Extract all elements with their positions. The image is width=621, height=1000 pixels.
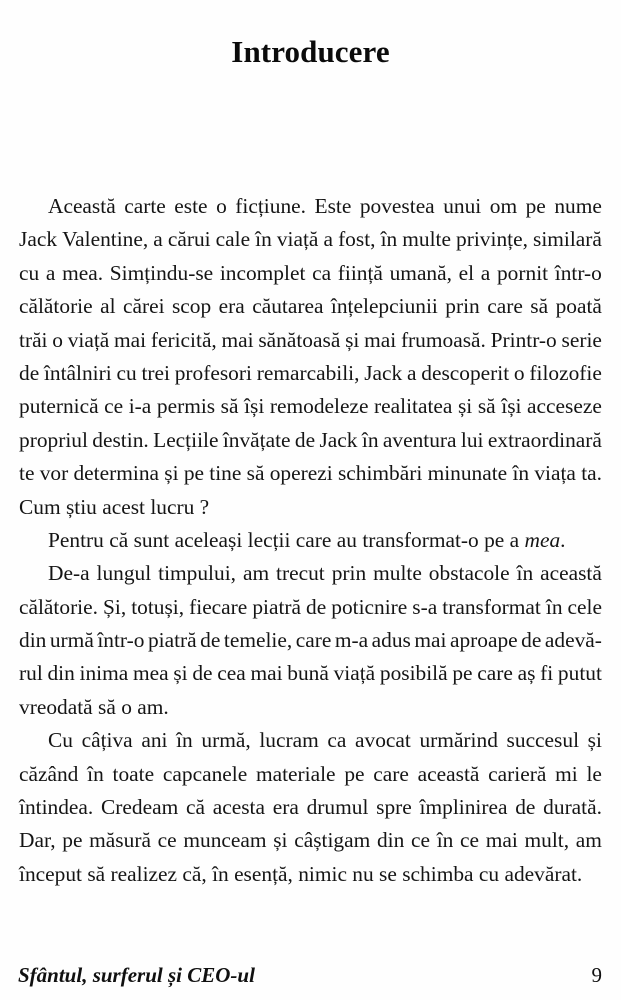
word: a: [480, 260, 491, 285]
text-line: [19, 457, 602, 490]
word: că: [109, 527, 129, 552]
word: cu: [116, 360, 137, 385]
word: în: [436, 828, 454, 853]
word: se: [379, 861, 397, 886]
word: temelie,: [223, 628, 293, 653]
word: să: [98, 694, 116, 719]
word: vor: [39, 461, 69, 486]
word: carte: [124, 194, 166, 218]
paragraph: [19, 190, 602, 524]
word: lecții: [247, 527, 291, 552]
word: întâlniri: [43, 360, 112, 385]
word: de: [521, 628, 542, 653]
word: împlinirea: [419, 795, 508, 820]
word: transformat: [442, 594, 541, 619]
word: să: [530, 294, 549, 319]
word: om: [489, 194, 518, 218]
word: o: [121, 694, 132, 719]
word: esență,: [234, 861, 293, 886]
word: să: [220, 394, 239, 419]
word: remodeleze: [269, 394, 369, 419]
text-line: [19, 257, 602, 290]
word: nimic: [298, 861, 347, 886]
word: Cu: [48, 728, 73, 753]
word: ce: [410, 828, 430, 853]
word: din: [47, 661, 75, 686]
word: nu: [352, 861, 374, 886]
text-line: [19, 390, 602, 423]
word: a: [406, 360, 417, 385]
word: era: [272, 795, 299, 820]
footer-book-title: Sfântul, surferul și CEO-ul: [18, 963, 255, 987]
word: adevă-: [544, 628, 602, 653]
word: își: [501, 394, 522, 419]
word: rul: [19, 661, 43, 686]
word: transformat-o: [362, 527, 479, 552]
word: călătorie.: [19, 594, 98, 619]
word: călătorie: [19, 294, 93, 319]
text-line: [19, 691, 602, 724]
word: durată.: [543, 795, 602, 820]
word: Valentine,: [62, 227, 149, 252]
word: realizez: [110, 861, 177, 886]
word: scop: [171, 294, 212, 319]
word: carieră: [488, 761, 547, 786]
word: destin.: [92, 427, 149, 452]
word: urmărind: [419, 728, 498, 753]
word: am: [575, 828, 602, 853]
word: ca: [327, 728, 347, 753]
word: determina: [73, 461, 160, 486]
word: este: [174, 194, 208, 218]
text-line: [19, 791, 602, 824]
word: din: [19, 628, 47, 653]
word: în: [545, 594, 563, 619]
word: într-o: [97, 628, 145, 653]
word: trăi: [19, 327, 48, 352]
word: că: [185, 795, 205, 820]
word: serie: [561, 327, 602, 352]
word: viață: [333, 661, 376, 686]
word: acest: [102, 494, 145, 519]
word: adus: [371, 628, 411, 653]
word: în: [516, 561, 534, 586]
word: trecut: [276, 561, 325, 586]
word: propriul: [19, 427, 88, 452]
word: tine: [209, 461, 242, 486]
word: în: [87, 761, 104, 786]
word: inima: [79, 661, 129, 686]
word: multe: [402, 227, 451, 252]
word: descoperit: [421, 360, 510, 385]
word: mea.: [62, 260, 104, 285]
word: Credeam: [101, 795, 179, 820]
word: Și,: [103, 594, 127, 619]
word: aș: [517, 661, 536, 686]
word: mea: [132, 661, 169, 686]
word: care: [295, 527, 332, 552]
word: ce: [460, 828, 480, 853]
word: poticnire: [331, 594, 408, 619]
word: cu: [478, 861, 500, 886]
word: aventura: [382, 427, 457, 452]
word: Această: [48, 194, 116, 218]
word: o: [52, 327, 63, 352]
word: întindea.: [19, 795, 94, 820]
word: Lecțiile: [153, 427, 219, 452]
word: pe: [344, 761, 365, 786]
word: aproape: [449, 628, 518, 653]
text-line: [19, 858, 602, 891]
word: pe: [62, 828, 83, 853]
paragraph: [19, 524, 602, 557]
word: filozofie: [529, 360, 602, 385]
text-line: [19, 524, 602, 557]
text-line: [19, 557, 602, 590]
word: puternică: [19, 394, 99, 419]
word: în: [176, 728, 193, 753]
word: remarcabili,: [256, 360, 360, 385]
word: de: [294, 427, 316, 452]
word: viața: [534, 461, 576, 486]
word: cu: [19, 260, 40, 285]
word: le: [586, 761, 602, 786]
word: poată: [555, 294, 602, 319]
word: prin: [331, 561, 367, 586]
word: toate: [112, 761, 155, 786]
text-line: [19, 758, 602, 791]
word: ficțiune.: [235, 194, 306, 218]
word: piatră: [147, 628, 197, 653]
text-line: [19, 424, 602, 457]
word: am.: [137, 694, 169, 719]
text-line: [19, 324, 602, 357]
word: Printr-o: [490, 327, 557, 352]
word: de: [192, 661, 213, 686]
word: o: [513, 360, 525, 385]
word: își: [244, 394, 265, 419]
word: frumoasă.: [400, 327, 486, 352]
word: mai: [114, 327, 147, 352]
word: în: [512, 461, 530, 486]
word: era: [218, 294, 245, 319]
word: care: [373, 761, 409, 786]
word: ta.: [581, 461, 602, 486]
text-line: [19, 657, 602, 690]
word: i-a: [128, 394, 152, 419]
word: și: [345, 327, 360, 352]
word: lucram: [259, 728, 319, 753]
word: ca: [312, 260, 332, 285]
word: în: [255, 227, 272, 252]
word: acesta: [212, 795, 265, 820]
word: fiecare: [189, 594, 248, 619]
text-line: [19, 824, 602, 857]
word: cale: [215, 227, 251, 252]
word: bună: [287, 661, 329, 686]
word: mai: [364, 327, 397, 352]
word: de: [19, 360, 40, 385]
word: câștigam: [294, 828, 371, 853]
word: fi: [540, 661, 554, 686]
word: mai: [414, 628, 447, 653]
word: totuși,: [131, 594, 185, 619]
word: această: [540, 561, 602, 586]
word: trei: [141, 360, 170, 385]
word: ființă: [337, 260, 383, 285]
word: de: [306, 594, 327, 619]
word: Jack: [319, 427, 358, 452]
word: urmă: [49, 628, 94, 653]
word: obstacole: [428, 561, 510, 586]
word: să: [246, 461, 265, 486]
word: lui: [460, 427, 484, 452]
word: umană,: [389, 260, 452, 285]
footer-page-number: 9: [591, 963, 602, 987]
word: această: [417, 761, 480, 786]
text-line: [19, 190, 602, 223]
word: Jack: [19, 227, 58, 252]
word: spre: [376, 795, 412, 820]
word: învățate: [222, 427, 291, 452]
word: te: [19, 461, 35, 486]
word: înțelepciunii: [330, 294, 438, 319]
word: schimbări: [337, 461, 423, 486]
word: Pentru: [48, 527, 104, 552]
word: permis: [156, 394, 216, 419]
word: pe: [183, 461, 205, 486]
word: și: [587, 728, 602, 753]
word: drumul: [306, 795, 369, 820]
body-text-block: [19, 190, 602, 891]
word: Cum: [19, 494, 61, 519]
word: măsură: [89, 828, 151, 853]
word: pe: [525, 194, 546, 218]
word: cărei: [122, 294, 165, 319]
word: sunt: [133, 527, 170, 552]
word: capcanele: [162, 761, 248, 786]
word: mai: [221, 327, 254, 352]
word: căzând: [19, 761, 79, 786]
word: a: [509, 527, 520, 552]
word: pornit: [496, 260, 549, 285]
word: mult,: [524, 828, 570, 853]
word: operezi: [269, 461, 333, 486]
word: posibilă: [379, 661, 448, 686]
word: realitatea: [374, 394, 453, 419]
word: Dar,: [19, 828, 56, 853]
word: a: [323, 227, 333, 252]
word: multe: [373, 561, 422, 586]
word: piatră: [252, 594, 302, 619]
word: am: [242, 561, 270, 586]
word: în: [380, 227, 398, 252]
word: mai: [250, 661, 283, 686]
word: sănătoasă: [258, 327, 341, 352]
word: mai: [485, 828, 518, 853]
word: a: [45, 260, 56, 285]
word: timpului,: [158, 561, 236, 586]
word: au: [336, 527, 357, 552]
word: care: [487, 294, 523, 319]
word: cărui: [167, 227, 211, 252]
word: care: [477, 661, 513, 686]
word: ?: [199, 494, 210, 519]
word: ani: [141, 728, 168, 753]
word: al: [100, 294, 116, 319]
text-line: [19, 591, 602, 624]
word: în: [361, 427, 379, 452]
word: avocat: [355, 728, 411, 753]
word: care: [295, 628, 332, 653]
word: extraordinară: [487, 427, 602, 452]
word: m-a: [334, 628, 369, 653]
word: aceleași: [174, 527, 243, 552]
word: Simțindu-se: [109, 260, 214, 285]
word: și: [173, 661, 188, 686]
word: putut: [557, 661, 602, 686]
paragraph: [19, 557, 602, 724]
word: munceam: [183, 828, 267, 853]
word: ce: [157, 828, 177, 853]
word: viață: [276, 227, 319, 252]
word: similară: [533, 227, 602, 252]
word: și: [164, 461, 179, 486]
word: câțiva: [81, 728, 133, 753]
word-emphasis: mea.: [524, 527, 566, 552]
paragraph: [19, 724, 602, 891]
word: prin: [445, 294, 480, 319]
word: incomplet: [219, 260, 306, 285]
word: să: [477, 394, 496, 419]
word: de: [200, 628, 221, 653]
word: fost,: [338, 227, 376, 252]
running-footer: [18, 960, 602, 990]
word: minunate: [427, 461, 508, 486]
word: mi: [555, 761, 578, 786]
word: adevărat.: [504, 861, 583, 886]
word: Jack: [364, 360, 403, 385]
word: s-a: [412, 594, 438, 619]
word: știu: [65, 494, 97, 519]
word: profesori: [174, 360, 252, 385]
word: că,: [182, 861, 207, 886]
word: din: [376, 828, 405, 853]
word: lucru: [150, 494, 195, 519]
word: De-a: [48, 561, 90, 586]
word: lungul: [96, 561, 152, 586]
word: acceseze: [527, 394, 602, 419]
text-line: [19, 724, 602, 757]
word: pe: [484, 527, 505, 552]
word: privințe,: [456, 227, 528, 252]
text-line: [19, 223, 602, 256]
word: o: [216, 194, 227, 218]
word: cea: [217, 661, 246, 686]
word: unui: [443, 194, 482, 218]
word: început: [19, 861, 82, 886]
text-line: [19, 357, 602, 390]
text-line: [19, 290, 602, 323]
word: pe: [452, 661, 473, 686]
word: într-o: [554, 260, 602, 285]
text-line: [19, 491, 602, 524]
word: de: [515, 795, 536, 820]
text-line: [19, 624, 602, 657]
word: vreodată: [19, 694, 93, 719]
word: căutarea: [252, 294, 324, 319]
word: fericită,: [150, 327, 217, 352]
word: și: [273, 828, 288, 853]
word: schimba: [402, 861, 474, 886]
word: povestea: [359, 194, 435, 218]
word: și: [457, 394, 473, 419]
word: el: [458, 260, 475, 285]
word: succesul: [506, 728, 580, 753]
word: a: [153, 227, 163, 252]
page-title: Introducere: [231, 33, 390, 69]
word: nume: [554, 194, 602, 218]
word: să: [87, 861, 106, 886]
word: materiale: [255, 761, 336, 786]
word: în: [212, 861, 229, 886]
word: ce: [104, 394, 124, 419]
word: urmă,: [201, 728, 251, 753]
word: cele: [567, 594, 602, 619]
word: Este: [314, 194, 352, 218]
word: viață: [67, 327, 110, 352]
